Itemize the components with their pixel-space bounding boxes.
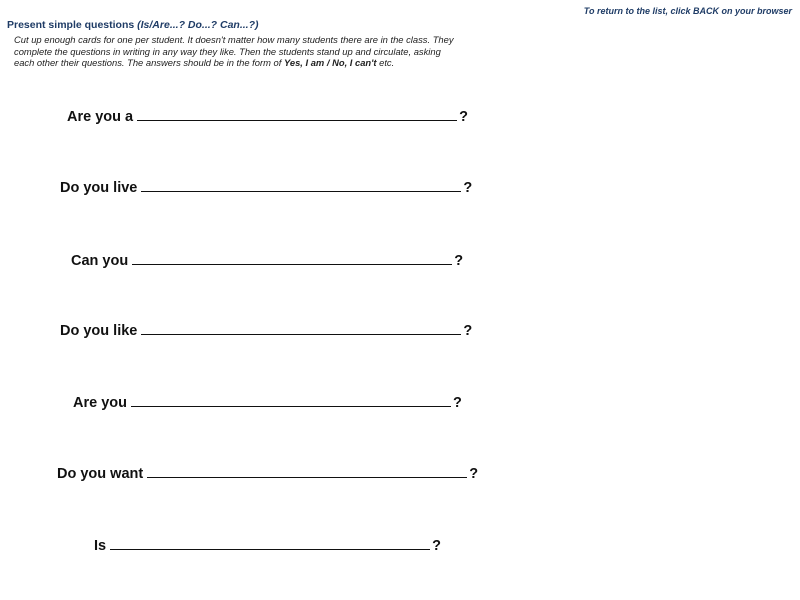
answer-blank <box>110 548 430 550</box>
instructions-text: Cut up enough cards for one per student. It doesn't matter how many students there are in the class. They complete the questions in writing in any way they like. Then the students stand up and circulate, asking each other their questions. The answers should be in the form of <box>14 34 454 68</box>
question-prompt: Do you want <box>57 466 144 482</box>
question-prompt: Do you like <box>60 323 138 339</box>
answer-blank <box>137 119 457 121</box>
instructions-example: Yes, I am / No, I can't <box>283 57 377 68</box>
question-card <box>73 395 462 411</box>
question-card <box>60 323 472 339</box>
question-mark: ? <box>469 466 479 482</box>
question-card <box>71 253 463 269</box>
question-card <box>94 538 441 554</box>
back-instruction: To return to the list, click BACK on your browser <box>583 6 792 16</box>
question-prompt: Can you <box>71 253 129 269</box>
instructions-suffix: etc. <box>379 57 395 68</box>
question-prompt: Are you a <box>67 109 134 125</box>
answer-blank <box>131 405 451 407</box>
question-prompt: Are you <box>73 395 127 411</box>
question-mark: ? <box>459 109 468 125</box>
question-card <box>57 466 478 482</box>
question-mark: ? <box>432 538 441 554</box>
question-mark: ? <box>463 323 473 339</box>
question-card <box>67 109 468 125</box>
page-title <box>7 19 258 31</box>
answer-blank <box>132 263 452 265</box>
question-mark: ? <box>454 253 464 269</box>
answer-blank <box>141 333 461 335</box>
title-subtitle: (Is/Are...? Do...? Can...?) <box>137 19 259 31</box>
title-main: Present simple questions <box>7 19 135 31</box>
instructions <box>14 34 454 69</box>
answer-blank <box>141 190 461 192</box>
question-mark: ? <box>463 180 473 196</box>
question-prompt: Is <box>94 538 107 554</box>
question-card <box>60 180 472 196</box>
question-mark: ? <box>453 395 462 411</box>
answer-blank <box>147 476 467 478</box>
question-prompt: Do you live <box>60 180 138 196</box>
